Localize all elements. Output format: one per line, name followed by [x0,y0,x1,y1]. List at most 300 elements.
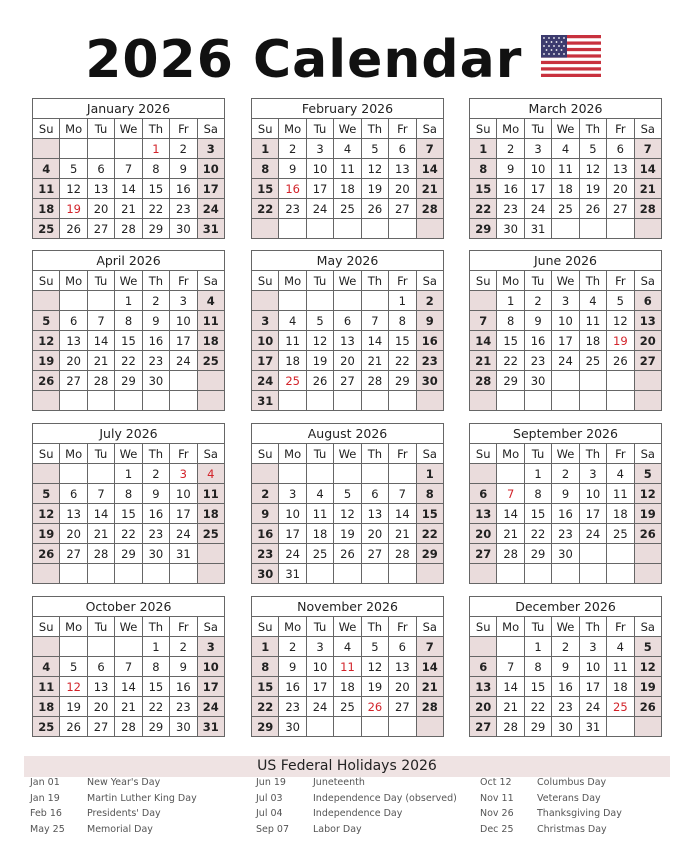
weekday-label: Mo [279,617,306,637]
day-cell: 1 [497,291,524,311]
day-cell: 22 [115,524,142,544]
day-cell: 23 [497,199,524,219]
month-block [469,98,662,239]
day-cell: 30 [170,717,197,737]
month-block [32,98,225,239]
weekday-label: Fr [170,271,197,291]
day-cell: 6 [389,637,416,657]
day-cell: 10 [306,159,333,179]
day-cell: 2 [252,484,279,504]
day-cell: 17 [197,677,224,697]
day-cell: 12 [579,159,606,179]
day-cell: 13 [60,504,87,524]
weekday-label: Mo [60,617,87,637]
weekday-label: Th [579,617,606,637]
day-cell: 1 [389,291,416,311]
day-cell: 16 [142,504,169,524]
day-cell: 14 [470,331,497,351]
weekday-label: Sa [416,119,443,139]
week-row [252,351,444,371]
day-cell: 4 [279,311,306,331]
day-cell: 26 [634,524,661,544]
holiday-date: Jun 19 [256,777,286,788]
day-cell: 12 [33,504,60,524]
day-cell: 4 [334,139,361,159]
weekday-label: Fr [170,617,197,637]
day-cell: 12 [306,331,333,351]
day-cell: 9 [252,504,279,524]
day-cell: 23 [552,524,579,544]
day-cell: 23 [279,199,306,219]
weekday-header-row [33,617,225,637]
weekday-label: We [552,617,579,637]
holiday-name: Columbus Day [537,777,607,788]
day-cell: 10 [579,657,606,677]
weekday-label: Fr [389,271,416,291]
day-cell: 21 [497,697,524,717]
month-title: August 2026 [251,423,444,443]
day-cell: 2 [170,637,197,657]
week-row [33,371,225,391]
week-row [33,464,225,484]
day-cell [60,564,87,584]
day-cell: 16 [252,524,279,544]
day-cell: 24 [306,199,333,219]
day-cell: 29 [497,371,524,391]
day-cell: 20 [470,524,497,544]
day-cell: 17 [306,677,333,697]
day-cell: 4 [33,657,60,677]
weekday-label: Fr [389,119,416,139]
weekday-label: Fr [607,444,634,464]
day-cell: 15 [252,179,279,199]
week-row [252,697,444,717]
day-cell: 2 [416,291,443,311]
month-title: May 2026 [251,250,444,270]
day-cell: 8 [524,657,551,677]
weekday-label: Sa [416,617,443,637]
day-cell: 16 [170,179,197,199]
day-cell [634,219,661,239]
day-cell: 4 [33,159,60,179]
day-cell: 19 [579,179,606,199]
week-row [252,637,444,657]
day-cell: 22 [524,697,551,717]
day-cell: 5 [33,311,60,331]
weekday-label: We [334,119,361,139]
weekday-label: Su [252,119,279,139]
day-cell: 11 [607,657,634,677]
week-row [470,311,662,331]
day-cell [170,564,197,584]
day-cell: 3 [579,637,606,657]
week-row [33,677,225,697]
week-row [470,219,662,239]
week-row [470,484,662,504]
day-cell: 16 [170,677,197,697]
week-row [252,677,444,697]
day-cell: 11 [334,159,361,179]
day-cell [416,391,443,411]
week-row [252,139,444,159]
weekday-label: Su [33,444,60,464]
day-cell: 11 [552,159,579,179]
day-cell: 1 [142,139,169,159]
day-cell: 28 [87,371,114,391]
day-cell [279,464,306,484]
day-cell [607,391,634,411]
week-row [33,351,225,371]
weekday-label: We [334,617,361,637]
day-cell: 20 [361,524,388,544]
day-cell: 26 [60,717,87,737]
day-cell: 27 [634,351,661,371]
holiday-name: Independence Day [313,808,403,819]
weekday-label: Tu [524,119,551,139]
weekday-header-row [252,444,444,464]
holiday-name: Thanksgiving Day [537,808,622,819]
day-cell: 12 [361,159,388,179]
weekday-label: Tu [306,271,333,291]
month-block [251,596,444,737]
month-table [469,616,662,737]
day-cell: 12 [334,504,361,524]
day-cell [33,391,60,411]
day-cell [634,717,661,737]
weekday-header-row [252,119,444,139]
day-cell: 1 [524,637,551,657]
day-cell: 8 [252,657,279,677]
weekday-label: Tu [306,617,333,637]
day-cell: 23 [552,697,579,717]
day-cell: 22 [142,199,169,219]
day-cell: 26 [361,199,388,219]
month-title: June 2026 [469,250,662,270]
day-cell [634,544,661,564]
day-cell: 12 [634,657,661,677]
day-cell: 8 [389,311,416,331]
weekday-label: Fr [607,119,634,139]
day-cell: 15 [115,331,142,351]
week-row [33,179,225,199]
day-cell: 23 [416,351,443,371]
week-row [252,544,444,564]
day-cell [87,291,114,311]
weekday-label: Su [470,617,497,637]
day-cell: 29 [416,544,443,564]
month-block [251,423,444,584]
day-cell: 6 [87,657,114,677]
day-cell [279,219,306,239]
week-row [252,311,444,331]
day-cell [524,564,551,584]
week-row [470,657,662,677]
day-cell: 15 [497,331,524,351]
week-row [252,371,444,391]
day-cell: 19 [334,524,361,544]
day-cell: 20 [334,351,361,371]
day-cell: 23 [170,697,197,717]
day-cell [306,717,333,737]
day-cell: 7 [115,159,142,179]
day-cell [60,464,87,484]
day-cell [634,371,661,391]
holiday-item [480,791,622,807]
day-cell: 23 [279,697,306,717]
weekday-label: Th [142,271,169,291]
day-cell: 3 [279,484,306,504]
weekday-header-row [33,444,225,464]
day-cell [552,564,579,584]
day-cell: 3 [170,291,197,311]
day-cell: 10 [279,504,306,524]
weekday-label: Mo [60,271,87,291]
month-block [251,250,444,411]
week-row [33,697,225,717]
day-cell: 13 [60,331,87,351]
day-cell: 12 [361,657,388,677]
day-cell: 29 [252,717,279,737]
day-cell: 18 [306,524,333,544]
day-cell: 13 [389,657,416,677]
day-cell: 20 [87,199,114,219]
day-cell [197,564,224,584]
day-cell: 18 [334,179,361,199]
day-cell: 11 [33,677,60,697]
day-cell [470,564,497,584]
day-cell [607,371,634,391]
month-title: February 2026 [251,98,444,118]
day-cell: 1 [524,464,551,484]
holiday-date: Jan 19 [30,792,60,804]
day-cell [170,371,197,391]
day-cell: 3 [524,139,551,159]
day-cell: 28 [87,544,114,564]
holiday-column [30,775,197,837]
weekday-label: Fr [170,444,197,464]
day-cell: 14 [361,331,388,351]
day-cell: 5 [306,311,333,331]
weekday-label: Su [33,617,60,637]
weekday-header-row [470,119,662,139]
week-row [470,524,662,544]
day-cell: 6 [470,657,497,677]
day-cell: 18 [279,351,306,371]
day-cell [470,637,497,657]
day-cell: 27 [389,697,416,717]
day-cell: 11 [306,504,333,524]
day-cell: 30 [142,371,169,391]
week-row [470,331,662,351]
weekday-label: Su [33,271,60,291]
day-cell: 29 [524,544,551,564]
day-cell: 4 [552,139,579,159]
day-cell: 17 [524,179,551,199]
day-cell: 16 [416,331,443,351]
day-cell [115,139,142,159]
day-cell [497,464,524,484]
day-cell [142,391,169,411]
week-row [252,199,444,219]
week-row [470,677,662,697]
weekday-label: We [334,271,361,291]
week-row [252,504,444,524]
weekday-label: Sa [197,617,224,637]
day-cell [470,464,497,484]
holiday-date: Jul 04 [256,808,283,819]
day-cell: 24 [279,544,306,564]
weekday-label: Su [470,119,497,139]
day-cell: 17 [197,179,224,199]
day-cell: 18 [334,677,361,697]
holiday-date: Jan 01 [30,777,60,788]
day-cell: 19 [361,677,388,697]
weekday-label: Sa [634,617,661,637]
month-title: October 2026 [32,596,225,616]
holiday-item [30,791,197,807]
weekday-label: Fr [607,617,634,637]
weekday-label: Fr [607,271,634,291]
day-cell: 30 [252,564,279,584]
week-row [252,219,444,239]
holiday-column [256,775,457,837]
month-block [251,98,444,239]
holiday-name: Veterans Day [537,792,601,804]
day-cell [170,391,197,411]
day-cell: 7 [634,139,661,159]
day-cell: 27 [389,199,416,219]
day-cell: 5 [334,484,361,504]
day-cell: 2 [552,464,579,484]
day-cell [197,544,224,564]
week-row [470,159,662,179]
weekday-label: Tu [524,271,551,291]
calendar-header [0,30,686,90]
weekday-label: We [115,271,142,291]
day-cell: 3 [197,637,224,657]
day-cell: 10 [306,657,333,677]
day-cell: 13 [361,504,388,524]
week-row [33,637,225,657]
day-cell [607,219,634,239]
week-row [33,199,225,219]
day-cell [497,564,524,584]
weekday-label: Fr [389,444,416,464]
day-cell [306,391,333,411]
day-cell: 28 [634,199,661,219]
month-block [469,250,662,411]
weekday-label: Tu [87,444,114,464]
day-cell: 5 [60,159,87,179]
day-cell: 17 [579,677,606,697]
day-cell [470,391,497,411]
day-cell [389,219,416,239]
day-cell: 7 [497,484,524,504]
day-cell: 25 [579,351,606,371]
day-cell: 22 [416,524,443,544]
week-row [252,179,444,199]
day-cell [552,391,579,411]
day-cell [607,544,634,564]
holiday-item [480,775,622,791]
day-cell: 24 [579,524,606,544]
day-cell: 24 [524,199,551,219]
day-cell [334,464,361,484]
day-cell [361,391,388,411]
weekday-label: Tu [87,617,114,637]
weekday-label: Th [142,119,169,139]
day-cell: 17 [579,504,606,524]
day-cell [279,291,306,311]
weekday-label: Mo [279,444,306,464]
holiday-column [480,775,622,837]
week-row [252,484,444,504]
week-row [470,179,662,199]
day-cell: 10 [524,159,551,179]
weekday-header-row [252,617,444,637]
week-row [33,504,225,524]
day-cell: 5 [60,657,87,677]
day-cell: 7 [389,484,416,504]
day-cell: 1 [142,637,169,657]
holiday-date: Oct 12 [480,777,512,788]
day-cell: 24 [252,371,279,391]
day-cell: 29 [470,219,497,239]
weekday-label: Su [470,271,497,291]
day-cell: 16 [142,331,169,351]
day-cell [579,371,606,391]
day-cell: 22 [252,199,279,219]
day-cell: 28 [115,219,142,239]
day-cell [334,564,361,584]
holiday-date: Feb 16 [30,808,62,819]
day-cell: 10 [197,657,224,677]
weekday-label: Su [470,444,497,464]
day-cell: 20 [60,351,87,371]
weekday-label: Tu [87,271,114,291]
weekday-header-row [33,271,225,291]
day-cell: 20 [470,697,497,717]
day-cell [552,371,579,391]
day-cell: 9 [279,657,306,677]
day-cell: 21 [416,677,443,697]
holiday-name: Labor Day [313,823,362,835]
day-cell: 21 [497,524,524,544]
day-cell: 22 [142,697,169,717]
day-cell: 14 [115,179,142,199]
day-cell [389,717,416,737]
day-cell: 9 [170,657,197,677]
weekday-label: Tu [524,617,551,637]
day-cell: 26 [361,697,388,717]
day-cell [197,391,224,411]
weekday-label: Tu [87,119,114,139]
day-cell: 15 [524,677,551,697]
day-cell: 25 [197,351,224,371]
day-cell: 28 [416,697,443,717]
weekday-label: Th [579,444,606,464]
holiday-name: Juneteenth [313,777,365,788]
day-cell [306,464,333,484]
day-cell: 3 [552,291,579,311]
day-cell: 4 [306,484,333,504]
week-row [470,717,662,737]
day-cell: 11 [197,311,224,331]
week-row [252,464,444,484]
day-cell: 30 [279,717,306,737]
day-cell: 4 [607,464,634,484]
weekday-label: Sa [634,119,661,139]
